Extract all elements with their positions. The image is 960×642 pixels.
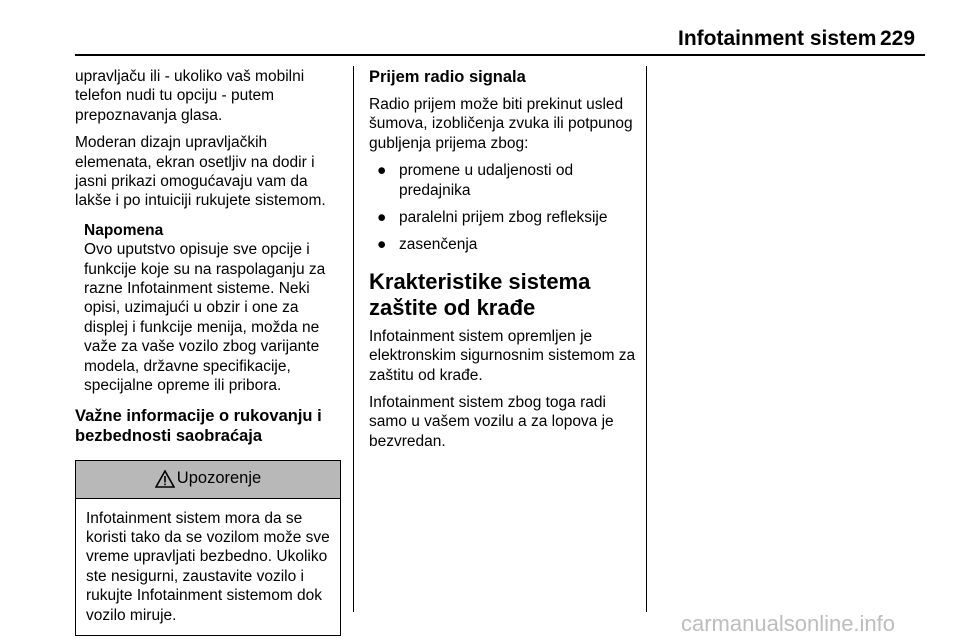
design-paragraph: Moderan dizajn upravljačkih elemenata, ekran osetljiv na dodir i jasni prikazi omogućavaju vam da lakše i po intuiciji rukujete sistemom.: [75, 134, 326, 210]
left-column: [75, 67, 345, 636]
list-item: [369, 235, 637, 254]
anti-theft-paragraph-1: Infotainment sistem opremljen je elektronskim sigurnosnim sistemom za zaštitu od krađe.: [369, 327, 636, 384]
bullet-icon: ●: [377, 236, 387, 254]
note-block: [84, 221, 345, 396]
site-watermark: carmanualsonline.info: [681, 611, 896, 636]
list-item: [369, 208, 637, 227]
page-header-title: Infotainment sistem: [678, 27, 877, 50]
list-item-text: zasenčenja: [399, 236, 478, 254]
warning-box: [75, 460, 341, 636]
intro-paragraph: upravljaču ili - ukoliko vaš mobilni telefon nudi tu opciju - putem prepoznavanja glasa.: [75, 68, 305, 124]
anti-theft-paragraph-2: Infotainment sistem zbog toga radi samo u vašem vozilu a za lopova je bezvredan.: [369, 394, 614, 450]
anti-theft-heading: Krakteristike sistema zaštite od krađe: [369, 268, 591, 320]
warning-header: [76, 461, 340, 499]
warning-text: Infotainment sistem mora da se koristi tako da se vozilom može sve vreme upravljati bezbedno. Ukoliko ste nesigurni, zaustavite vozilo i rukujte Infotainment sistemom dok vozilo miruje.: [86, 509, 330, 624]
middle-column: [369, 67, 637, 451]
warning-title: Upozorenje: [176, 469, 262, 488]
warning-triangle-icon: [155, 470, 175, 488]
page-number: 229: [880, 27, 916, 50]
bullet-icon: ●: [377, 162, 387, 180]
radio-paragraph: Radio prijem može biti prekinut usled šumova, izobličenja zvuka ili potpunog gubljenja prijema zbog:: [369, 96, 633, 152]
note-text: Ovo uputstvo opisuje sve opcije i funkcije koje su na raspolaganju za razne Infotainment sisteme. Neki opisi, uzimajući u obzir i one za displej i funkcije menija, možda ne važe za vaše vozilo zbog varijante modela, državne specifikacije, specijalne opreme ili pribora.: [84, 241, 326, 395]
reception-causes-list: [369, 161, 637, 255]
column-divider-left: [353, 66, 354, 612]
column-divider-right: [646, 66, 647, 612]
header-rule: [75, 54, 925, 56]
note-heading: Napomena: [84, 221, 164, 239]
list-item-text: promene u udaljenosti od predajnika: [399, 162, 574, 199]
radio-heading: Prijem radio signala: [369, 68, 526, 86]
safety-heading: Važne informacije o rukovanju i bezbednosti saobraćaja: [75, 406, 322, 445]
list-item-text: paralelni prijem zbog refleksije: [399, 209, 608, 227]
bullet-icon: ●: [377, 209, 387, 227]
list-item: [369, 161, 637, 200]
